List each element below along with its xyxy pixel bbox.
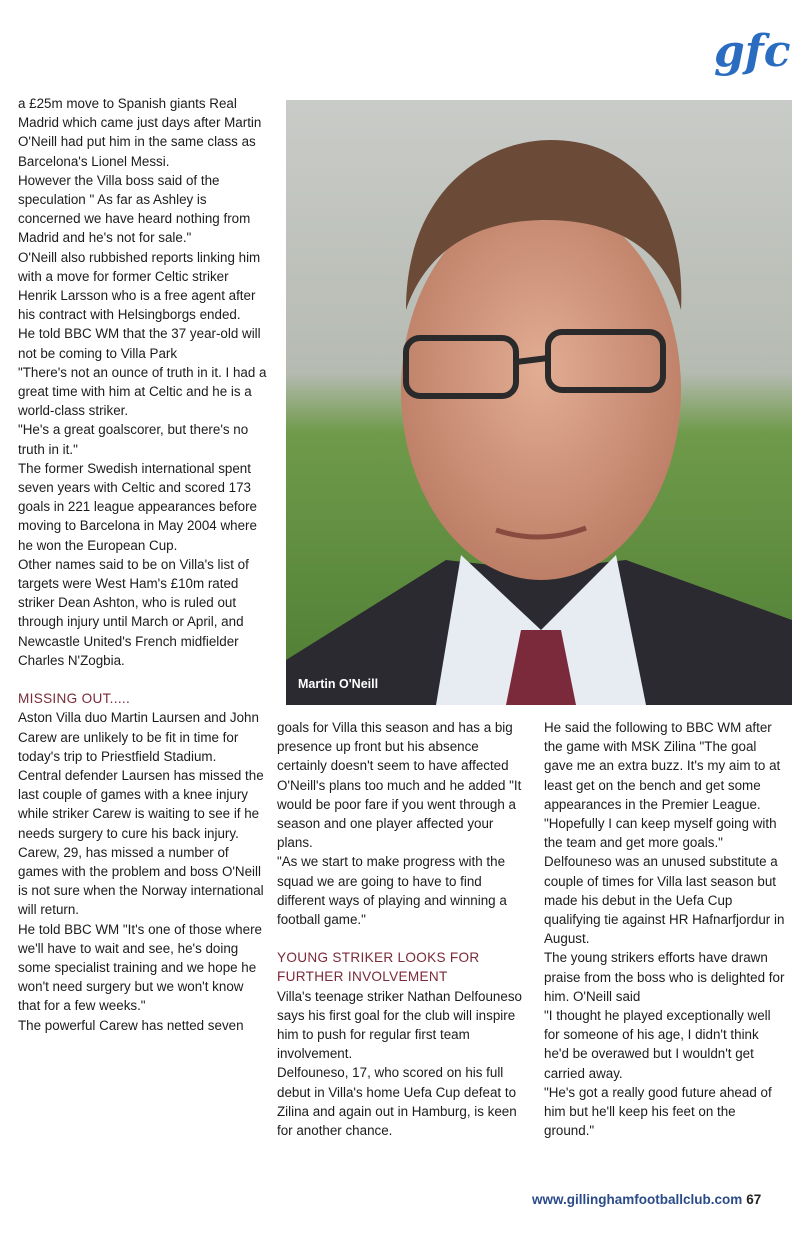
paragraph: a £25m move to Spanish giants Real Madrid which came just days after Martin O'Neill had put him in the same class as Barcelona's Lionel Messi.	[18, 96, 262, 169]
footer-url[interactable]: www.gillinghamfootballclub.com	[532, 1192, 743, 1207]
paragraph: The young strikers efforts have drawn praise from the boss who is delighted for him. O'Neill said	[544, 950, 785, 1004]
paragraph: Aston Villa duo Martin Laursen and John Carew are unlikely to be fit in time for today's trip to Priestfield Stadium.	[18, 710, 259, 764]
paragraph: "I thought he played exceptionally well for someone of his age, I didn't think he'd be overawed but I wouldn't get carried away.	[544, 1008, 771, 1081]
section-heading: MISSING OUT.....	[18, 691, 131, 707]
paragraph: However the Villa boss said of the speculation " As far as Ashley is concerned we have heard nothing from Madrid and he's not for sale."	[18, 172, 251, 246]
paragraph: He told BBC WM that the 37 year-old will not be coming to Villa Park	[18, 326, 261, 361]
column-1	[18, 94, 268, 1035]
column-2	[277, 718, 523, 1140]
paragraph: The powerful Carew has netted seven	[18, 1017, 244, 1033]
paragraph: "There's not an ounce of truth in it. I had a great time with him at Celtic and he is a world-class striker.	[18, 364, 267, 419]
column-3	[544, 718, 786, 1140]
paragraph: The former Swedish international spent seven years with Celtic and scored 173 goals in 221 league appearances before moving to Barcelona in May 2004 where he won the European Cup.	[18, 460, 257, 553]
paragraph: Other names said to be on Villa's list of targets were West Ham's £10m rated striker Dean Ashton, who is ruled out through injury until March or April, and Newcastle United's French midfielder Charles N'Zogbia.	[18, 556, 249, 668]
paragraph: "As we start to make progress with the squad we are going to have to find different ways of playing and winning a football game."	[277, 854, 507, 928]
paragraph: Delfouneso, 17, who scored on his full debut in Villa's home Uefa Cup defeat to Zilina and again out in Hamburg, is keen for another chance.	[277, 1065, 517, 1139]
page-footer	[532, 1192, 761, 1207]
photo-martin-oneill	[286, 100, 792, 705]
club-logo	[710, 22, 790, 82]
paragraph: Villa's teenage striker Nathan Delfouneso says his first goal for the club will inspire him to push for regular first team involvement.	[277, 988, 522, 1062]
paragraph: goals for Villa this season and has a big presence up front but his absence certainly doesn't seem to have affected O'Neill's plans too much and he added "It would be poor fare if you went through a season and one player affected your plans.	[277, 720, 522, 851]
photo-caption: Martin O'Neill	[298, 677, 379, 691]
paragraph: He told BBC WM "It's one of those where we'll have to wait and see, he's doing some specialist training and we hope he won't need surgery but we won't know that for a few weeks."	[18, 921, 262, 1014]
paragraph: "Hopefully I can keep myself going with the team and get more goals."	[544, 816, 777, 851]
paragraph: "He's got a really good future ahead of him but he'll keep his feet on the ground."	[544, 1084, 772, 1139]
paragraph: O'Neill also rubbished reports linking him with a move for former Celtic striker Henrik Larsson who is a free agent after his contract with Helsingborgs ended.	[18, 249, 261, 323]
paragraph: Carew, 29, has missed a number of games with the problem and boss O'Neill is not sure when the Norway international will return.	[18, 844, 264, 918]
paragraph: "He's a great goalscorer, but there's no truth in it."	[18, 422, 249, 457]
section-heading: YOUNG STRIKER LOOKS FOR FURTHER INVOLVEMENT	[277, 950, 480, 985]
paragraph: Delfouneso was an unused substitute a couple of times for Villa last season but made his debut in the Uefa Cup qualifying tie against HR Hafnarfjordur in August.	[544, 854, 785, 947]
logo-text: gfc	[714, 26, 790, 77]
page-number: 67	[746, 1192, 762, 1207]
paragraph: He said the following to BBC WM after the game with MSK Zilina "The goal gave me an extra buzz. It's my aim to at least get on the bench and get some appearances in the Premier League.	[544, 720, 781, 812]
paragraph: Central defender Laursen has missed the last couple of games with a knee injury while striker Carew is waiting to see if he needs surgery to cure his back injury.	[18, 767, 264, 841]
